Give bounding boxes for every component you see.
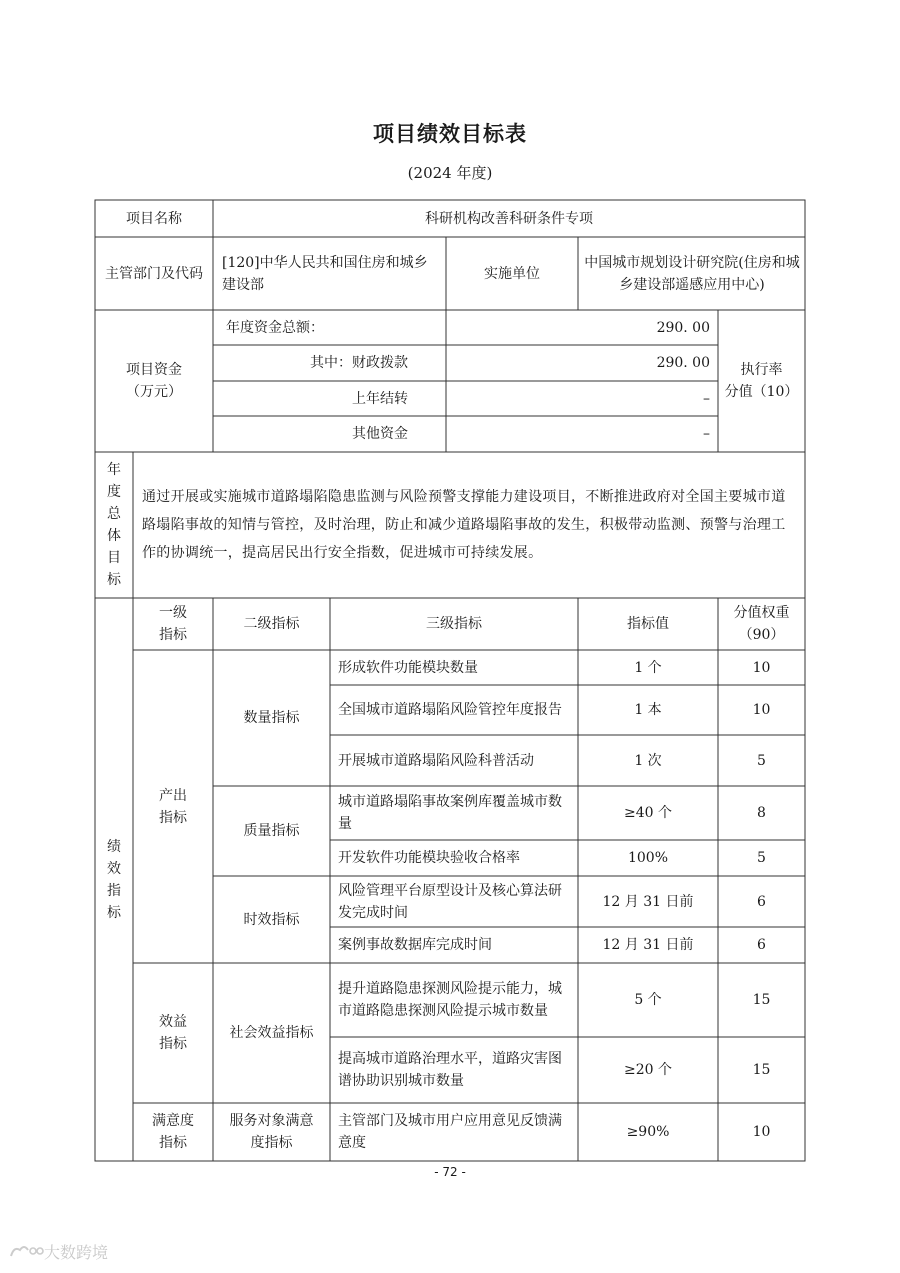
annual-goal-char: 总	[107, 506, 121, 522]
funds-total-value: 290. 00	[656, 319, 710, 336]
annual-goal-text: 通过开展或实施城市道路塌陷隐患监测与风险预警支撑能力建设项目，不断推进政府对全国主要城市道路塌陷事故的知情与管控，及时治理，防止和减少道路塌陷事故的发生，积极带动监测、预警与治理工作的协调统一，提高居民出行安全指数，促进城市可持续发展。	[142, 489, 786, 561]
funds-fiscal-label: 其中：财政拨款	[310, 355, 408, 371]
funds-carryover-value: –	[703, 390, 710, 407]
level2-quantity: 数量指标	[243, 710, 300, 726]
level2-social-benefit: 社会效益指标	[229, 1025, 314, 1041]
dept-label: 主管部门及代码	[105, 265, 203, 282]
level3-value: ≥40 个	[624, 805, 672, 821]
level1-output	[133, 650, 213, 963]
annual-goal-char: 年	[107, 462, 121, 478]
project-name-value: 科研机构改善科研条件专项	[425, 210, 593, 227]
col-header-line: 一级	[159, 605, 187, 621]
level3-value: ≥20 个	[624, 1062, 672, 1078]
level1-line: 指标	[159, 1135, 187, 1151]
level2-line: 度指标	[250, 1135, 293, 1151]
level3-value: ≥90%	[626, 1124, 670, 1140]
level1-line: 指标	[159, 1036, 187, 1052]
funds-label-line2: （万元）	[126, 384, 182, 400]
annual-goal-char: 度	[107, 484, 121, 500]
funds-other-value: –	[703, 426, 710, 442]
col-header-value: 指标值	[627, 616, 669, 632]
level3-name: 形成软件功能模块数量	[338, 659, 478, 676]
perf-label-char: 标	[107, 904, 121, 921]
col-header-level3: 三级指标	[426, 616, 482, 632]
level3-weight: 5	[757, 850, 766, 866]
project-name-label: 项目名称	[126, 210, 182, 227]
exec-rate-line1: 执行率	[740, 362, 783, 378]
level3-value: 1 个	[634, 659, 662, 676]
col-header-line: 分值权重	[733, 605, 790, 621]
impl-label: 实施单位	[484, 265, 540, 282]
level1-line: 满意度	[152, 1113, 194, 1129]
funds-total-label: 年度资金总额：	[226, 319, 324, 336]
level2-service-satisfaction	[213, 1103, 330, 1161]
level3-weight: 15	[752, 1062, 771, 1078]
level3-weight: 15	[752, 992, 771, 1008]
level3-value: 12 月 31 日前	[602, 893, 694, 910]
funds-label-line1: 项目资金	[126, 362, 182, 378]
level3-name: 案例事故数据库完成时间	[338, 937, 492, 953]
level1-line: 产出	[159, 787, 187, 804]
level1-satisfaction	[133, 1103, 213, 1161]
level3-name: 主管部门及城市用户应用意见反馈满意度	[338, 1113, 562, 1151]
level3-name: 开展城市道路塌陷风险科普活动	[338, 752, 534, 769]
level3-name: 全国城市道路塌陷风险管控年度报告	[338, 702, 562, 718]
level1-benefit	[133, 963, 213, 1103]
level3-weight: 6	[757, 937, 766, 953]
level3-value: 1 本	[634, 702, 662, 718]
funds-carryover-label: 上年结转	[352, 390, 408, 407]
perf-label-char: 效	[107, 860, 121, 877]
level1-line: 指标	[159, 809, 187, 826]
watermark-text: 大数跨境	[44, 1243, 109, 1262]
level3-name: 提高城市道路治理水平，道路灾害图谱协助识别城市数量	[338, 1051, 562, 1089]
level3-weight: 10	[752, 702, 771, 718]
exec-rate-label	[718, 310, 805, 452]
dept-value: [120]中华人民共和国住房和城乡建设部	[222, 254, 428, 293]
level3-weight: 10	[752, 659, 771, 676]
level3-value: 1 次	[634, 752, 662, 769]
impl-value: 中国城市规划设计研究院(住房和城乡建设部遥感应用中心)	[584, 254, 800, 293]
level3-name: 风险管理平台原型设计及核心算法研发完成时间	[338, 882, 562, 921]
level2-timeliness: 时效指标	[243, 911, 300, 928]
col-header-weight	[718, 598, 805, 650]
col-header-line: （90）	[738, 627, 785, 643]
watermark-logo-icon	[8, 1242, 44, 1262]
funds-other-label: 其他资金	[352, 426, 408, 442]
annual-goal-label	[95, 452, 133, 598]
level3-value: 5 个	[634, 992, 662, 1008]
level2-quality: 质量指标	[243, 823, 300, 839]
page-number: - 72 -	[434, 1165, 466, 1179]
level3-weight: 6	[757, 893, 766, 910]
funds-label	[95, 310, 213, 452]
annual-goal-char: 目	[107, 550, 121, 566]
level3-weight: 10	[752, 1124, 771, 1140]
annual-goal-char: 体	[107, 528, 121, 544]
level3-value: 100%	[627, 850, 669, 866]
annual-goal-char: 标	[107, 572, 121, 588]
level3-value: 12 月 31 日前	[602, 937, 694, 953]
page-title: 项目绩效目标表	[373, 122, 527, 146]
perf-label	[95, 598, 133, 1161]
funds-fiscal-value: 290. 00	[656, 355, 710, 371]
col-header-level1	[133, 598, 213, 650]
col-header-level2: 二级指标	[243, 616, 300, 632]
perf-label-char: 绩	[107, 838, 121, 855]
level3-weight: 8	[757, 805, 766, 821]
level2-line: 服务对象满意	[229, 1113, 314, 1129]
level3-name: 开发软件功能模块验收合格率	[338, 850, 520, 866]
col-header-line: 指标	[159, 627, 187, 643]
level3-weight: 5	[757, 752, 766, 769]
perf-label-char: 指	[107, 882, 121, 899]
exec-rate-line2: 分值（10）	[724, 384, 799, 400]
level3-name: 城市道路塌陷事故案例库覆盖城市数量	[338, 794, 562, 832]
level3-name: 提升道路隐患探测风险提示能力，城市道路隐患探测风险提示城市数量	[338, 981, 562, 1019]
watermark	[8, 1240, 108, 1263]
page-subtitle: (2024 年度)	[407, 164, 493, 182]
level1-line: 效益	[159, 1014, 187, 1030]
